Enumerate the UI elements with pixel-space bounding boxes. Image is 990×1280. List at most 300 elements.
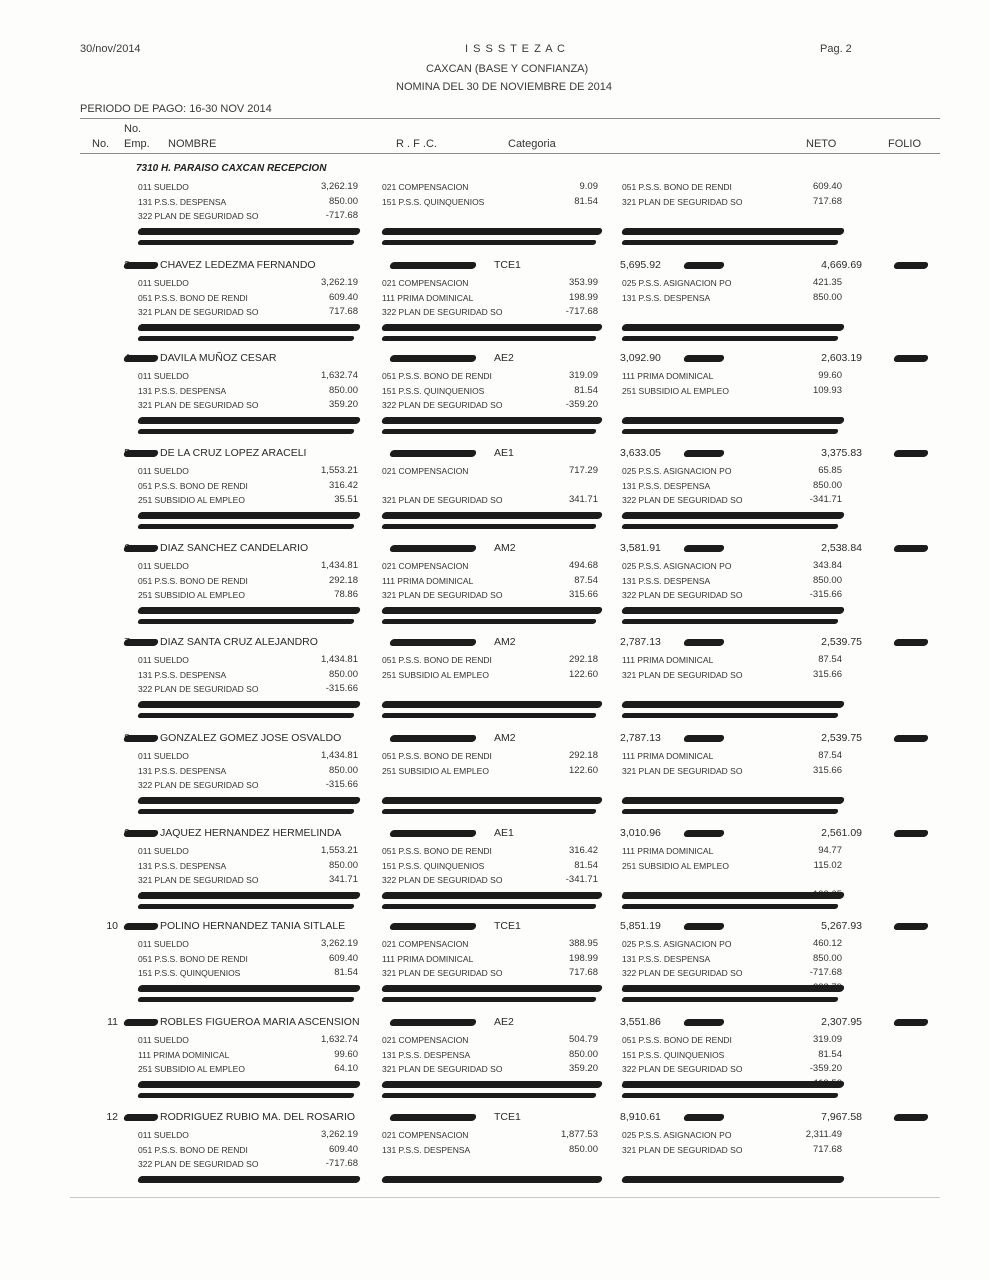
deduction-amount: 850.00 [328,668,358,680]
folio-redaction [893,262,929,269]
deduction-concept: 321 PLAN DE SEGURIDAD SO [622,1144,743,1155]
employee-category: AE2 [494,1016,514,1028]
deduction-concept: 011 SUELDO [138,466,189,476]
redaction-bar [621,619,838,624]
deduction-concept: 025 P.S.S. ASIGNACION PO [622,466,732,476]
deduction-concept: 151 P.S.S. QUINQUENIOS [138,968,241,978]
deduction-amount: 315.66 [812,764,842,776]
redaction-bar [389,545,477,552]
deduction-amount: 3,262.19 [321,277,358,288]
deduction-concept: 051 P.S.S. BONO DE RENDI [138,480,248,491]
deduction-amount: -341.71 [565,874,598,885]
deduction-concept: 131 P.S.S. DESPENSA [622,575,711,586]
employee-category: AE1 [494,447,514,459]
deduction-amount: 81.54 [334,967,358,978]
deduction-concept: 322 PLAN DE SEGURIDAD SO [622,590,743,600]
deduction-concept: 322 PLAN DE SEGURIDAD SO [622,1064,743,1074]
deduction-amount: -717.68 [809,967,842,978]
redaction-bar [123,450,159,457]
deduction-concept: 111 PRIMA DOMINICAL [382,292,474,303]
deduction-amount: 717.68 [812,1143,842,1155]
deduction-concept: 011 SUELDO [138,182,189,192]
deduction-concept: 322 PLAN DE SEGURIDAD SO [382,307,503,317]
deduction-concept: 051 P.S.S. BONO DE RENDI [622,182,732,192]
deduction-concept: 011 SUELDO [138,371,189,381]
redaction-bar [621,904,838,909]
deduction-amount: 87.54 [818,654,842,665]
deduction-concept: 321 PLAN DE SEGURIDAD SO [622,765,743,776]
gross-amount: 3,551.86 [620,1016,661,1028]
col-emp: Emp. [124,138,150,150]
deduction-concept: 011 SUELDO [138,846,189,856]
redaction-bar [137,417,361,424]
employee-category: TCE1 [494,1111,521,1123]
deduction-concept: 021 COMPENSACION [382,466,469,476]
gross-amount: 5,851.19 [620,920,661,932]
gross-amount: 2,787.13 [620,636,661,648]
redaction-bar [123,639,159,646]
deduction-concept: 321 PLAN DE SEGURIDAD SO [382,1064,503,1074]
col-rfc: R . F .C. [396,138,437,150]
gross-amount: 3,010.96 [620,827,661,839]
redaction-bar [381,701,603,708]
deduction-concept: 251 SUBSIDIO AL EMPLEO [138,1064,245,1074]
net-amount: 7,967.58 [821,1111,862,1123]
redaction-bar [381,1081,603,1088]
deduction-amount: 315.66 [568,589,598,600]
deduction-amount: -717.68 [325,210,358,221]
deduction-amount: 717.68 [812,195,842,207]
employee-number: 12 [106,1111,118,1123]
deduction-concept: 251 SUBSIDIO AL EMPLEO [138,590,245,600]
deduction-concept: 011 SUELDO [138,278,189,288]
deduction-amount: -359.20 [565,399,598,410]
redaction-bar [123,830,159,837]
employee-number: 10 [106,920,118,932]
deduction-concept: 321 PLAN DE SEGURIDAD SO [138,875,259,885]
redaction-bar [683,923,725,930]
deduction-concept: 151 P.S.S. QUINQUENIOS [622,1049,725,1060]
deduction-concept: 131 P.S.S. DESPENSA [622,953,711,964]
deduction-amount: 1,877.53 [561,1129,598,1140]
deduction-amount: 94.77 [818,845,842,856]
redaction-bar [137,524,354,529]
redaction-bar [621,607,845,614]
redaction-bar [381,336,596,341]
deduction-concept: 111 PRIMA DOMINICAL [622,751,714,761]
redaction-bar [381,809,596,814]
deduction-amount: 341.71 [568,494,598,505]
deduction-concept: 025 P.S.S. ASIGNACION PO [622,278,732,288]
deduction-amount: -717.68 [565,306,598,317]
deduction-amount: 65.85 [818,465,842,476]
redaction-bar [137,701,361,708]
deduction-amount: 609.40 [328,291,358,303]
employee-name: JAQUEZ HERNANDEZ HERMELINDA [160,827,342,839]
net-amount: 4,669.69 [821,259,862,271]
print-date: 30/nov/2014 [80,43,141,55]
net-amount: 2,539.75 [821,732,862,744]
deduction-amount: 850.00 [812,479,842,491]
redaction-bar [389,735,477,742]
redaction-bar [621,997,838,1002]
deduction-concept: 131 P.S.S. DESPENSA [138,385,227,396]
deduction-amount: 421.35 [812,277,842,288]
redaction-bar [137,904,354,909]
deduction-concept: 021 COMPENSACION [382,561,469,571]
deduction-amount: 343.84 [812,560,842,571]
folio-redaction [893,1019,929,1026]
deduction-amount: 850.00 [328,764,358,776]
deduction-concept: 321 PLAN DE SEGURIDAD SO [622,669,743,680]
deduction-amount: 850.00 [812,952,842,964]
footer-rule [70,1197,940,1198]
deduction-concept: 111 PRIMA DOMINICAL [622,846,714,856]
employee-name: ROBLES FIGUEROA MARIA ASCENSION [160,1016,360,1028]
deduction-amount: 316.42 [328,479,358,491]
deduction-amount: 198.99 [568,291,598,303]
employee-name: RODRIGUEZ RUBIO MA. DEL ROSARIO [160,1111,356,1123]
redaction-bar [123,262,159,269]
deduction-amount: 109.93 [812,384,842,396]
redaction-bar [123,1019,159,1026]
redaction-bar [381,1093,596,1098]
redaction-bar [621,1081,845,1088]
redaction-bar [683,1019,725,1026]
redaction-bar [137,985,361,992]
redaction-bar [621,336,838,341]
deduction-amount: 504.79 [568,1034,598,1045]
deduction-concept: 111 PRIMA DOMINICAL [622,655,714,665]
deduction-amount: 850.00 [568,1048,598,1060]
employee-category: TCE1 [494,259,521,271]
redaction-bar [621,1176,845,1183]
deduction-amount: 460.12 [812,938,842,949]
deduction-concept: 151 P.S.S. QUINQUENIOS [382,860,485,871]
gross-amount: 3,092.90 [620,352,661,364]
redaction-bar [683,262,725,269]
institution-name: I S S S T E Z A C [465,43,566,55]
redaction-bar [137,809,354,814]
deduction-concept: 051 P.S.S. BONO DE RENDI [382,751,492,761]
net-amount: 5,267.93 [821,920,862,932]
deduction-concept: 322 PLAN DE SEGURIDAD SO [138,1159,259,1169]
deduction-amount: 64.10 [334,1063,358,1074]
redaction-bar [137,1081,361,1088]
redaction-bar [381,324,603,331]
redaction-bar [621,985,845,992]
redaction-bar [389,1114,477,1121]
redaction-bar [137,429,354,434]
deduction-amount: 99.60 [334,1048,358,1060]
deduction-amount: 1,632.74 [321,1034,358,1045]
pay-period: PERIODO DE PAGO: 16-30 NOV 2014 [80,103,272,115]
redaction-bar [137,1093,354,1098]
deduction-concept: 151 P.S.S. QUINQUENIOS [382,385,485,396]
deduction-concept: 051 P.S.S. BONO DE RENDI [138,953,248,964]
deduction-concept: 011 SUELDO [138,561,189,571]
employee-category: AM2 [494,732,516,744]
deduction-concept: 111 PRIMA DOMINICAL [138,1049,230,1060]
deduction-concept: 131 P.S.S. DESPENSA [138,860,227,871]
deduction-concept: 321 PLAN DE SEGURIDAD SO [622,196,743,207]
redaction-bar [137,997,354,1002]
redaction-bar [123,735,159,742]
deduction-concept: 051 P.S.S. BONO DE RENDI [138,1144,248,1155]
redaction-bar [621,713,838,718]
deduction-amount: 1,553.21 [321,845,358,856]
employee-name: DIAZ SANTA CRUZ ALEJANDRO [160,636,318,648]
deduction-amount: 292.18 [568,750,598,761]
net-amount: 2,307.95 [821,1016,862,1028]
redaction-bar [621,1093,838,1098]
deduction-concept: 131 P.S.S. DESPENSA [382,1049,471,1060]
redaction-bar [389,830,477,837]
deduction-amount: 1,434.81 [321,750,358,761]
deduction-amount: 1,553.21 [321,465,358,476]
deduction-concept: 021 COMPENSACION [382,1035,469,1045]
folio-redaction [893,545,929,552]
deduction-amount: 3,262.19 [321,181,358,192]
deduction-concept: 025 P.S.S. ASIGNACION PO [622,1130,732,1140]
deduction-amount: 9.09 [579,181,598,192]
deduction-amount: 81.54 [574,384,598,396]
folio-redaction [893,1114,929,1121]
deduction-amount: 609.40 [328,952,358,964]
deduction-amount: 2,311.49 [805,1129,842,1140]
redaction-bar [137,619,354,624]
redaction-bar [381,240,596,245]
redaction-bar [123,1114,159,1121]
deduction-amount: 341.71 [328,874,358,885]
folio-redaction [893,735,929,742]
redaction-bar [381,985,603,992]
gross-amount: 5,695.92 [620,259,661,271]
deduction-amount: 81.54 [574,859,598,871]
deduction-concept: 021 COMPENSACION [382,278,469,288]
employee-category: AM2 [494,636,516,648]
deduction-amount: 3,262.19 [321,938,358,949]
redaction-bar [381,904,596,909]
folio-redaction [893,830,929,837]
redaction-bar [621,228,845,235]
redaction-bar [683,1114,725,1121]
deduction-concept: 322 PLAN DE SEGURIDAD SO [138,780,259,790]
deduction-amount: 122.60 [568,668,598,680]
redaction-bar [683,450,725,457]
deduction-concept: 131 P.S.S. DESPENSA [138,196,227,207]
deduction-amount: 1,434.81 [321,654,358,665]
net-amount: 2,561.09 [821,827,862,839]
redaction-bar [137,240,354,245]
col-categoria: Categoria [508,138,556,150]
col-no-emp-top: No. [124,123,142,135]
employee-name: POLINO HERNANDEZ TANIA SITLALE [160,920,346,932]
deduction-amount: 359.20 [568,1063,598,1074]
deduction-amount: -717.68 [325,1158,358,1169]
redaction-bar [621,892,845,899]
deduction-amount: 78.86 [334,589,358,600]
deduction-amount: -359.20 [809,1063,842,1074]
deduction-amount: 609.40 [328,1143,358,1155]
net-amount: 2,538.84 [821,542,862,554]
col-nombre: NOMBRE [168,138,217,150]
deduction-concept: 131 P.S.S. DESPENSA [138,765,227,776]
redaction-bar [621,524,838,529]
gross-amount: 2,787.13 [620,732,661,744]
redaction-bar [381,512,603,519]
gross-amount: 3,633.05 [620,447,661,459]
deduction-amount: 81.54 [818,1048,842,1060]
deduction-concept: 011 SUELDO [138,1130,189,1140]
deduction-concept: 051 P.S.S. BONO DE RENDI [622,1035,732,1045]
folio-redaction [893,450,929,457]
employee-category: AM2 [494,542,516,554]
gross-amount: 8,910.61 [620,1111,661,1123]
deduction-concept: 051 P.S.S. BONO DE RENDI [138,575,248,586]
deduction-amount: 87.54 [574,574,598,586]
deduction-amount: 35.51 [334,494,358,505]
deduction-concept: 321 PLAN DE SEGURIDAD SO [382,590,503,600]
deduction-concept: 021 COMPENSACION [382,1130,469,1140]
deduction-concept: 322 PLAN DE SEGURIDAD SO [138,684,259,694]
deduction-concept: 131 P.S.S. DESPENSA [138,669,227,680]
deduction-amount: 81.54 [574,195,598,207]
deduction-amount: -315.66 [325,683,358,694]
folio-redaction [893,355,929,362]
redaction-bar [137,228,361,235]
deduction-amount: 99.60 [818,370,842,381]
document-subtitle: CAXCAN (BASE Y CONFIANZA) [426,63,589,75]
deduction-concept: 251 SUBSIDIO AL EMPLEO [138,495,245,505]
deduction-concept: 025 P.S.S. ASIGNACION PO [622,939,732,949]
deduction-amount: 122.60 [568,764,598,776]
deduction-amount: 292.18 [328,574,358,586]
deduction-concept: 021 COMPENSACION [382,939,469,949]
folio-redaction [893,923,929,930]
redaction-bar [683,639,725,646]
deduction-amount: 1,434.81 [321,560,358,571]
deduction-concept: 051 P.S.S. BONO DE RENDI [138,292,248,303]
deduction-concept: 251 SUBSIDIO AL EMPLEO [382,765,489,776]
header-rule-bottom [80,153,940,154]
deduction-amount: 388.95 [568,938,598,949]
redaction-bar [137,1176,361,1183]
deduction-concept: 131 P.S.S. DESPENSA [382,1144,471,1155]
deduction-amount: 494.68 [568,560,598,571]
employee-number: 11 [107,1016,118,1028]
redaction-bar [381,619,596,624]
deduction-concept: 251 SUBSIDIO AL EMPLEO [382,669,489,680]
col-folio: FOLIO [888,138,922,150]
deduction-concept: 011 SUELDO [138,939,189,949]
redaction-bar [123,923,159,930]
redaction-bar [683,735,725,742]
redaction-bar [137,512,361,519]
deduction-amount: 717.68 [328,306,358,317]
employee-name: DAVILA MUÑOZ CESAR [160,352,277,364]
payroll-title: NOMINA DEL 30 DE NOVIEMBRE DE 2014 [396,81,612,93]
employee-category: TCE1 [494,920,521,932]
deduction-amount: 850.00 [328,384,358,396]
redaction-bar [389,639,477,646]
deduction-amount: 850.00 [328,859,358,871]
deduction-concept: 131 P.S.S. DESPENSA [622,480,711,491]
deduction-concept: 111 PRIMA DOMINICAL [382,953,474,964]
employee-name: CHAVEZ LEDEZMA FERNANDO [160,259,316,271]
deduction-amount: 316.42 [568,845,598,856]
deduction-concept: 151 P.S.S. QUINQUENIOS [382,196,485,207]
redaction-bar [621,797,845,804]
deduction-concept: 321 PLAN DE SEGURIDAD SO [382,495,503,505]
redaction-bar [621,240,838,245]
deduction-concept: 322 PLAN DE SEGURIDAD SO [382,400,503,410]
redaction-bar [389,923,477,930]
deduction-concept: 025 P.S.S. ASIGNACION PO [622,561,732,571]
redaction-bar [381,797,603,804]
redaction-bar [137,324,361,331]
section-title: 7310 H. PARAISO CAXCAN RECEPCION [136,163,327,174]
redaction-bar [123,545,159,552]
redaction-bar [381,429,596,434]
redaction-bar [137,607,361,614]
deduction-concept: 051 P.S.S. BONO DE RENDI [382,371,492,381]
deduction-concept: 321 PLAN DE SEGURIDAD SO [138,400,259,410]
deduction-amount: 717.68 [568,967,598,978]
employee-name: DIAZ SANCHEZ CANDELARIO [160,542,309,554]
folio-redaction [893,639,929,646]
redaction-bar [381,997,596,1002]
deduction-concept: 131 P.S.S. DESPENSA [622,292,711,303]
deduction-amount: 115.02 [813,859,842,871]
redaction-bar [137,797,361,804]
redaction-bar [137,336,354,341]
deduction-amount: 850.00 [812,291,842,303]
redaction-bar [389,262,477,269]
header-rule-top [80,118,940,119]
col-neto: NETO [806,138,837,150]
redaction-bar [381,417,603,424]
deduction-amount: 1,632.74 [321,370,358,381]
page-number: Pag. 2 [820,43,852,55]
redaction-bar [381,892,603,899]
deduction-concept: 251 SUBSIDIO AL EMPLEO [622,385,729,396]
deduction-amount: 319.09 [568,370,598,381]
employee-name: DE LA CRUZ LOPEZ ARACELI [160,447,307,459]
employee-category: AE1 [494,827,514,839]
deduction-concept: 321 PLAN DE SEGURIDAD SO [138,307,259,317]
redaction-bar [381,713,596,718]
deduction-amount: 353.99 [568,277,598,288]
deduction-amount: 717.29 [568,465,598,476]
deduction-amount: -341.71 [809,494,842,505]
deduction-concept: 011 SUELDO [138,751,189,761]
redaction-bar [137,892,361,899]
employee-name: GONZALEZ GOMEZ JOSE OSVALDO [160,732,342,744]
deduction-concept: 051 P.S.S. BONO DE RENDI [382,655,492,665]
employee-category: AE2 [494,352,514,364]
deduction-amount: 319.09 [812,1034,842,1045]
deduction-amount: -315.66 [809,589,842,600]
redaction-bar [621,809,838,814]
deduction-concept: 322 PLAN DE SEGURIDAD SO [622,495,743,505]
net-amount: 3,375.83 [821,447,862,459]
redaction-bar [683,545,725,552]
redaction-bar [621,324,845,331]
deduction-amount: 198.99 [568,952,598,964]
deduction-amount: 292.18 [568,654,598,665]
deduction-concept: 321 PLAN DE SEGURIDAD SO [382,968,503,978]
